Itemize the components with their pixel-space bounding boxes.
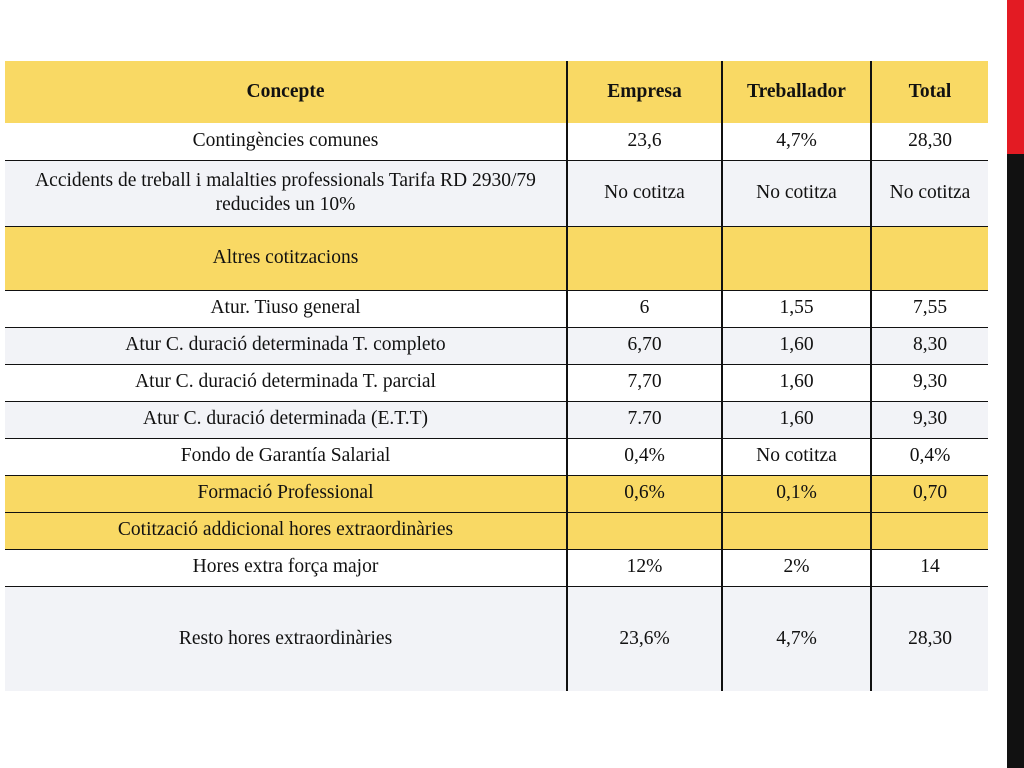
- cell-concept: Formació Professional: [5, 475, 567, 512]
- cell-total: 0,4%: [871, 438, 988, 475]
- cell-treballador: 2%: [722, 549, 871, 586]
- cell-empresa: 6: [567, 290, 722, 327]
- table-row: [5, 226, 988, 290]
- cell-empresa: 7.70: [567, 401, 722, 438]
- cell-treballador: 1,60: [722, 401, 871, 438]
- cell-empresa: 0,4%: [567, 438, 722, 475]
- table-row: [5, 160, 988, 226]
- table-row: [5, 586, 988, 691]
- cell-treballador: 1,60: [722, 327, 871, 364]
- cell-treballador: 0,1%: [722, 475, 871, 512]
- cell-empresa: 0,6%: [567, 475, 722, 512]
- table-row: [5, 327, 988, 364]
- cell-concept: Atur C. duració determinada T. parcial: [5, 364, 567, 401]
- table-row: [5, 512, 988, 549]
- cell-concept: Hores extra força major: [5, 549, 567, 586]
- header-empresa: Empresa: [567, 61, 722, 123]
- cell-concept: Resto hores extraordinàries: [5, 586, 567, 691]
- table-row: [5, 438, 988, 475]
- table-row: [5, 401, 988, 438]
- cell-treballador: 1,60: [722, 364, 871, 401]
- table-row: [5, 475, 988, 512]
- accent-bar-red: [1007, 0, 1024, 154]
- cell-total: No cotitza: [871, 160, 988, 226]
- cell-concept: Contingències comunes: [5, 123, 567, 160]
- cell-treballador: [722, 512, 871, 549]
- cell-treballador: No cotitza: [722, 160, 871, 226]
- cell-concept: Atur. Tiuso general: [5, 290, 567, 327]
- cell-concept: Accidents de treball i malalties professionals Tarifa RD 2930/79 reducides un 10%: [5, 160, 567, 226]
- cell-total: 0,70: [871, 475, 988, 512]
- cell-concept: Fondo de Garantía Salarial: [5, 438, 567, 475]
- cell-concept: Atur C. duració determinada (E.T.T): [5, 401, 567, 438]
- cell-empresa: [567, 512, 722, 549]
- contributions-table: [5, 61, 988, 691]
- cell-empresa: 23,6%: [567, 586, 722, 691]
- header-concepte: Concepte: [5, 61, 567, 123]
- table-row: [5, 290, 988, 327]
- cell-treballador: 4,7%: [722, 123, 871, 160]
- cell-total: 9,30: [871, 364, 988, 401]
- cell-empresa: 7,70: [567, 364, 722, 401]
- cell-total: [871, 512, 988, 549]
- header-total: Total: [871, 61, 988, 123]
- cell-empresa: 23,6: [567, 123, 722, 160]
- cell-total: 28,30: [871, 586, 988, 691]
- cell-total: 14: [871, 549, 988, 586]
- cell-treballador: No cotitza: [722, 438, 871, 475]
- cell-empresa: 6,70: [567, 327, 722, 364]
- table-row: [5, 364, 988, 401]
- cell-total: 28,30: [871, 123, 988, 160]
- header-treballador: Treballador: [722, 61, 871, 123]
- cell-concept: Atur C. duració determinada T. completo: [5, 327, 567, 364]
- cell-empresa: [567, 226, 722, 290]
- accent-bar-black: [1007, 154, 1024, 768]
- cell-empresa: 12%: [567, 549, 722, 586]
- cell-treballador: 4,7%: [722, 586, 871, 691]
- table-row: [5, 123, 988, 160]
- cell-treballador: 1,55: [722, 290, 871, 327]
- cell-total: 9,30: [871, 401, 988, 438]
- header-row: [5, 61, 988, 123]
- table-row: [5, 549, 988, 586]
- cell-empresa: No cotitza: [567, 160, 722, 226]
- cell-total: [871, 226, 988, 290]
- cell-treballador: [722, 226, 871, 290]
- cell-concept: Altres cotitzacions: [5, 226, 567, 290]
- cell-total: 7,55: [871, 290, 988, 327]
- cell-concept: Cotització addicional hores extraordinàries: [5, 512, 567, 549]
- cell-total: 8,30: [871, 327, 988, 364]
